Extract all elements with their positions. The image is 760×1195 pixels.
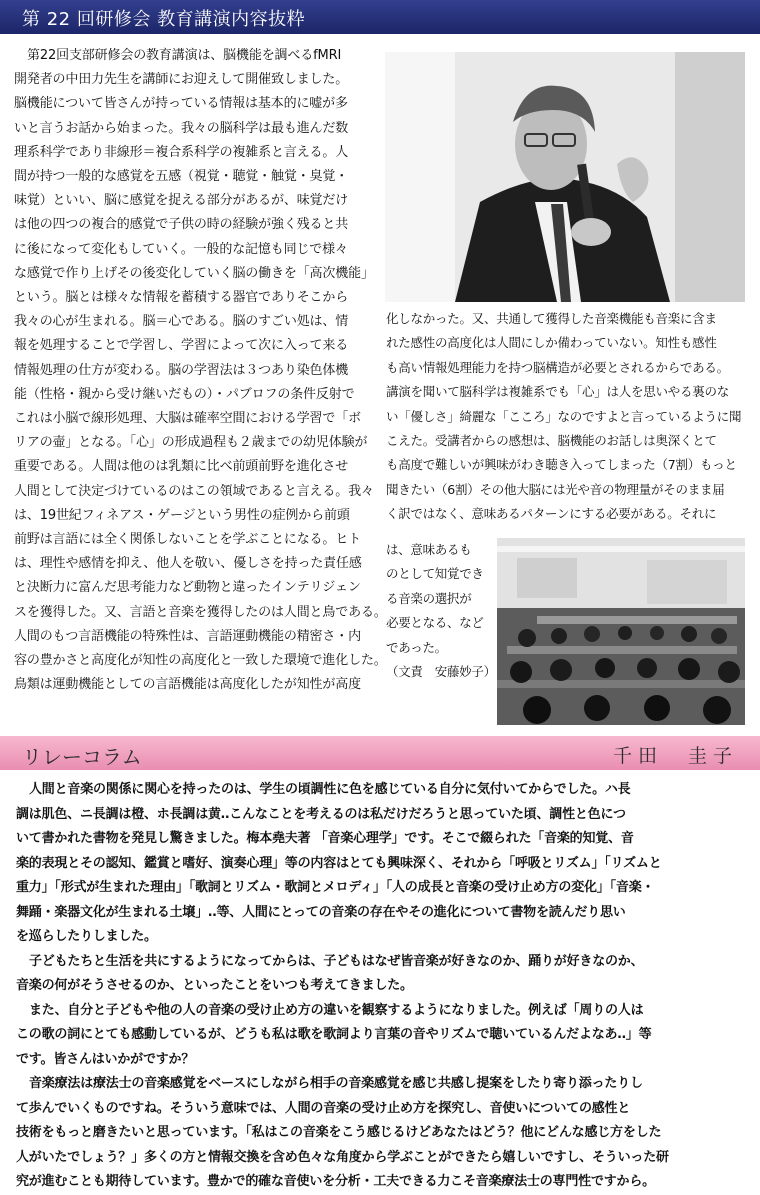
- text-line: 味覚）といい、脳に感覚を捉える部分があるが、味覚だけ: [14, 193, 349, 209]
- column-line: 技術をもっと磨きたいと思っています。「私はこの音楽をこう感じるけどあなたはどう？他にどんな感じ方をした: [16, 1125, 662, 1140]
- audience-photo: [497, 538, 745, 725]
- column-line: 重力」「形式が生まれた理由」「歌詞とリズム・歌詞とメロディ」「人の成長と音楽の受け止め方の変化」「音楽・: [16, 880, 655, 895]
- section1-header: [0, 0, 760, 34]
- text-line: 脳機能について皆さんが持っている情報は基本的に嘘が多: [14, 96, 348, 112]
- text-line: 間が持つ一般的な感覚を五感（視覚・聴覚・触覚・臭覚・: [14, 169, 349, 185]
- text-line: 能（性格・親から受け継いだもの）・パブロフの条件反射で: [14, 386, 355, 402]
- text-line: 化しなかった。又、共通して獲得した音楽機能も音楽に含ま: [386, 311, 717, 326]
- text-line: も高い情報処理能力を持つ脳構造が必要とされるからである。: [386, 359, 729, 375]
- text-line: る音楽の選択が: [386, 590, 472, 606]
- section2-author: 千田 圭子: [612, 745, 738, 767]
- text-line: く訳ではなく、意味あるパターンにする必要がある。それに: [386, 506, 717, 522]
- text-line: いと言うお話から始まった。我々の脳科学は最も進んだ数: [14, 120, 349, 136]
- text-line: 必要となる、など: [386, 615, 484, 631]
- text-line: 理系科学であり非線形＝複合系科学の複雑系と言える。人: [14, 144, 349, 160]
- credit: （文責 安藤妙子）: [386, 664, 496, 680]
- column-line: 音楽の何がそうさせるのか、といったことをいつも考えてきました。: [16, 978, 413, 993]
- text-line: 講演を聞いて脳科学は複雑系でも「心」は人を思いやる裏のな: [386, 384, 730, 400]
- text-line: も高度で難しいが興味がわき聴き入ってしまった（7割）もっと: [386, 457, 737, 473]
- section1-left-text: [14, 44, 387, 697]
- text-line: 我々の心が生まれる。脳＝心である。脳のすごい処は、情: [14, 314, 349, 330]
- text-line: 報を処理することで学習し、学習によって次に入って来る: [14, 338, 349, 354]
- text-line: は、理性や感情を抑え、他人を敬い、優しさを持った責任感: [14, 556, 362, 572]
- column-line: て歩んでいくものですね。そういう意味では、人間の音楽の受け止め方を探究し、音使いについての感性と: [16, 1100, 631, 1116]
- relay-column-text: [16, 778, 746, 1195]
- text-line: のとして知覚でき: [386, 566, 484, 582]
- text-line: と決断力に富んだ思考能力など動物と違ったインテリジェン: [14, 580, 361, 596]
- text-line: 情報処理の仕方が変わる。脳の学習法は３つあり染色体機: [14, 362, 349, 378]
- text-line: 第22回支部研修会の教育講演は、脳機能を調べるfMRI: [27, 48, 342, 63]
- section2-header: [0, 736, 760, 770]
- section1-right-text: [386, 307, 748, 527]
- text-line: 人間として決定づけているのはこの領域であると言える。我々: [14, 483, 374, 499]
- text-line: は、19世紀フィネアス・ゲージという男性の症例から前頭: [14, 507, 350, 523]
- column-line: 音楽療法は療法士の音楽感覚をベースにしながら相手の音楽感覚を感じ共感し提案をしたり寄り添ったりし: [29, 1076, 643, 1091]
- section1-title: 第 22 回研修会 教育講演内容抜粋: [22, 9, 306, 30]
- text-line: い「優しさ」綺麗な「こころ」なのですよと言っているように聞: [386, 408, 742, 424]
- text-line: 重要である。人間は他のは乳類に比べ前頭前野を進化させ: [14, 459, 349, 475]
- text-line: これは小脳で線形処理、大脳は確率空間における学習で「ボ: [14, 411, 361, 427]
- column-line: 舞踊・楽器文化が生まれる土壌」‥等、人間にとっての音楽の存在やその進化について書物を読んだり思い: [16, 904, 626, 920]
- text-line: こえた。受講者からの感想は、脳機能のお話しは奥深くとて: [386, 433, 717, 449]
- text-line: 開発者の中田力先生を講師にお迎えして開催致しました。: [14, 72, 349, 88]
- section1-narrow-text: [386, 538, 494, 684]
- text-line: 聞きたい（6割）その他大脳には光や音の物理量がそのまま届: [386, 481, 725, 497]
- column-line: また、自分と子どもや他の人の音楽の受け止め方の違いを観察するようになりました。例えば「周りの人は: [29, 1002, 644, 1018]
- column-line: いて書かれた書物を発見し驚きました。梅本堯夫著 「音楽心理学」です。そこで綴られた「音楽的知覚、音: [16, 831, 634, 846]
- column-line: この歌の詞にとても感動しているが、どうも私は歌を歌詞より言葉の音やリズムで聴いているんだよなあ‥」等: [16, 1027, 652, 1042]
- text-line: であった。: [386, 639, 447, 655]
- lecturer-photo: [385, 52, 745, 302]
- text-line: 容の豊かさと高度化が知性の高度化と一致した環境で進化した。: [14, 653, 387, 669]
- column-line: です。皆さんはいかがですか？: [16, 1051, 195, 1067]
- text-line: 人間のもつ言語機能の特殊性は、言語運動機能の精密さ・内: [14, 628, 361, 644]
- column-line: 究が進むことも期待しています。豊かで的確な音使いを分析・工夫できる力こそ音楽療法士の専門性ですから。: [16, 1174, 655, 1189]
- text-line: 鳥類は運動機能としての言語機能は高度化したが知性が高度: [14, 677, 361, 693]
- column-line: 調は肌色、ニ長調は橙、ホ長調は黄‥こんなことを考えるのは私だけだろうと思っていた頃、調性と色につ: [16, 806, 626, 822]
- column-line: を巡らしたりしました。: [16, 929, 157, 944]
- column-line: 人がいたでしょう？」多くの方と情報交換を含め色々な角度から学ぶことができたら嬉しいですし、そういった研: [16, 1149, 669, 1165]
- section2-title: リレーコラム: [22, 745, 142, 769]
- column-line: 楽的表現とその認知、鑑賞と嗜好、演奏心理」等の内容はとても興味深く、それから「呼吸とリズム」「リズムと: [16, 855, 662, 871]
- column-line: 人間と音楽の関係に関心を持ったのは、学生の頃調性に色を感じている自分に気付いてからでした。ハ長: [29, 782, 631, 797]
- text-line: は、意味あるも: [386, 542, 472, 557]
- text-line: な感覚で作り上げその後変化していく脳の働きを「高次機能」: [14, 265, 374, 281]
- text-line: に後になって変化もしていく。一般的な記憶も同じで様々: [14, 241, 348, 257]
- text-line: は他の四つの複合的感覚で子供の時の経験が強く残ると共: [14, 217, 349, 233]
- text-line: スを獲得した。又、言語と音楽を獲得したのは人間と鳥である。: [14, 604, 387, 620]
- text-line: 前野は言語には全く関係しないことを学ぶことになる。ヒト: [14, 532, 361, 548]
- text-line: リアの壷」となる。「心」の形成過程も２歳までの幼児体験が: [14, 435, 368, 451]
- text-line: れた感性の高度化は人間にしか備わっていない。知性も感性: [386, 335, 717, 351]
- text-line: という。脳とは様々な情報を蓄積する器官でありそこから: [14, 290, 349, 306]
- column-line: 子どもたちと生活を共にするようになってからは、子どもはなぜ皆音楽が好きなのか、踊りが好きなのか、: [29, 953, 644, 969]
